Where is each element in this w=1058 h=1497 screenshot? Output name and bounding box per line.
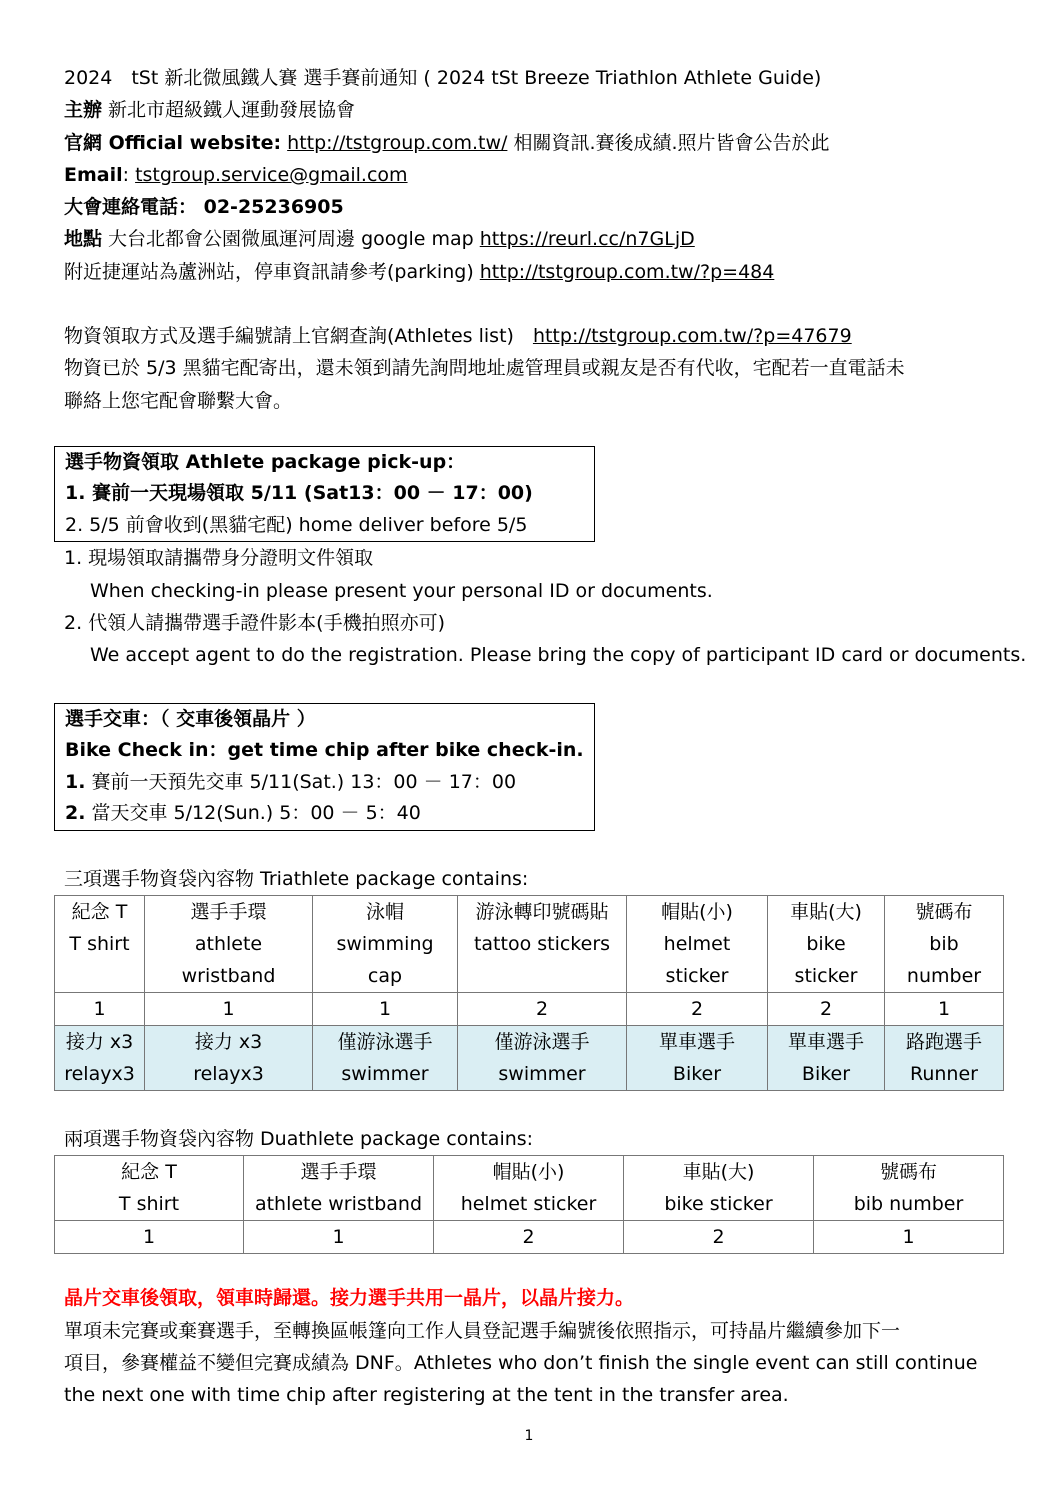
table-cell: 1	[814, 1221, 1004, 1254]
table-cell-line: T shirt	[118, 1193, 180, 1216]
table-cell-line: swimmer	[498, 1062, 586, 1085]
table-cell: 1	[244, 1221, 434, 1254]
organizer-line	[64, 94, 1009, 126]
table-cell	[244, 1156, 434, 1221]
website-label: 官網 Official website:	[64, 131, 282, 154]
table-cell-line: 單車選手	[787, 1030, 864, 1053]
table-cell-line: 帽貼(小)	[661, 900, 733, 923]
table-cell-line: T shirt	[69, 932, 130, 955]
organizer-value: 新北市超級鐵人運動發展協會	[102, 99, 356, 122]
table-cell: 1	[145, 992, 313, 1025]
table-cell-line: relayx3	[64, 1062, 135, 1085]
table-cell	[458, 1025, 627, 1090]
mrt-line	[64, 256, 1009, 288]
pickup-note-2-en: We accept agent to do the registration. Please bring the copy of participant ID card or documents.	[90, 644, 1027, 667]
table-cell-line: athlete wristband	[254, 1193, 423, 1216]
table-cell-line: bike sticker	[664, 1193, 773, 1216]
table-cell-line: helmet	[663, 932, 731, 955]
table-cell-line: relayx3	[193, 1062, 264, 1085]
table-cell	[55, 895, 145, 992]
table-cell-line: 號碼布	[915, 900, 973, 923]
chip-notice-line-3: the next one with time chip after registering at the tent in the transfer area.	[64, 1384, 789, 1407]
athletes-list-text: 物資領取方式及選手編號請上官網查詢(Athletes list)	[64, 325, 533, 348]
table-cell-line: 接力 x3	[65, 1030, 134, 1053]
athletes-list-link[interactable]: http://tstgroup.com.tw/?p=47679	[532, 325, 852, 348]
bike-item-2-num: 2.	[65, 802, 86, 825]
table-cell-line: wristband	[181, 964, 276, 987]
delivery-line-2: 聯絡上您宅配會聯繫大會。	[64, 389, 293, 412]
pickup-box	[54, 446, 595, 543]
table-cell-line: tattoo stickers	[473, 932, 611, 955]
organizer-label: 主辦	[64, 99, 103, 122]
table-cell-line: 選手手環	[190, 900, 267, 923]
table-cell-line: 僅游泳選手	[494, 1030, 590, 1053]
table-cell-line: 號碼布	[879, 1161, 937, 1184]
table-cell	[313, 1025, 458, 1090]
email-line	[64, 159, 1009, 191]
email-link[interactable]: tstgroup.service@gmail.com	[135, 163, 408, 186]
table-cell: 2	[458, 992, 627, 1025]
mrt-text: 附近捷運站為蘆洲站，停車資訊請參考(parking)	[64, 260, 480, 283]
table-cell-line: 接力 x3	[194, 1030, 263, 1053]
table-cell	[814, 1156, 1004, 1221]
pickup-note-2: 2. 代領人請攜帶選手證件影本(手機拍照亦可)	[64, 612, 445, 635]
table-cell: 2	[768, 992, 885, 1025]
parking-link[interactable]: http://tstgroup.com.tw/?p=484	[479, 260, 775, 283]
pickup-item-2: 2. 5/5 前會收到(黑貓宅配) home deliver before 5/5	[65, 513, 528, 536]
table-header-row	[55, 1156, 1004, 1221]
table-cell-line: 游泳轉印號碼貼	[475, 900, 609, 923]
bike-item-2	[65, 798, 594, 830]
website-line	[64, 127, 1009, 159]
triathlete-table	[54, 895, 1004, 1091]
table-cell-line: bike	[806, 932, 846, 955]
chip-notice-red: 晶片交車後領取，領車時歸還。接力選手共用一晶片，以晶片接力。	[64, 1287, 635, 1310]
table-cell-line: 僅游泳選手	[337, 1030, 433, 1053]
table-cell-line	[458, 960, 626, 992]
table-cell	[55, 1025, 145, 1090]
table-cell	[627, 1025, 768, 1090]
table-cell-line: 車貼(大)	[682, 1161, 755, 1184]
website-link[interactable]: http://tstgroup.com.tw/	[287, 131, 508, 154]
pickup-title: 選手物資領取 Athlete package pick-up：	[65, 450, 466, 473]
phone-line: 大會連絡電話： 02-25236905	[64, 196, 344, 219]
table-cell-line: bib number	[853, 1193, 964, 1216]
table-cell-line	[55, 960, 144, 992]
chip-notice-line-2: 項目，參賽權益不變但完賽成績為 DNF。Athletes who don’t finish the single event can still continue	[64, 1351, 978, 1374]
table-cell	[768, 1025, 885, 1090]
duathlete-caption: 兩項選手物資袋內容物 Duathlete package contains:	[64, 1127, 534, 1150]
page-number: 1	[524, 1428, 534, 1444]
table-cell-line: Biker	[801, 1062, 851, 1085]
table-cell	[145, 895, 313, 992]
email-label: Email	[64, 163, 123, 186]
website-note: 相關資訊.賽後成績.照片皆會公告於此	[507, 131, 830, 154]
table-cell-line: 紀念 T	[121, 1161, 177, 1184]
table-role-row	[55, 1025, 1004, 1090]
table-count-row	[55, 1221, 1004, 1254]
table-cell-line: sticker	[665, 964, 729, 987]
table-cell	[313, 895, 458, 992]
table-cell	[55, 1156, 244, 1221]
pickup-item-1: 1. 賽前一天現場領取 5/11 (Sat13：00 － 17：00)	[65, 482, 533, 505]
table-cell	[885, 1025, 1004, 1090]
location-line	[64, 223, 1009, 255]
table-cell	[627, 895, 768, 992]
duathlete-table	[54, 1155, 1004, 1254]
bike-item-1-text: 賽前一天預先交車 5/11(Sat.) 13：00 － 17：00	[85, 770, 517, 793]
table-cell: 2	[627, 992, 768, 1025]
table-header-row	[55, 895, 1004, 992]
document-title: 2024 tSt 新北微風鐵人賽 選手賽前通知 ( 2024 tSt Breeze Triathlon Athlete Guide)	[64, 67, 822, 89]
table-cell	[458, 895, 627, 992]
document-page	[64, 62, 1027, 1411]
table-cell	[434, 1156, 624, 1221]
delivery-line-1: 物資已於 5/3 黑貓宅配寄出，還未領到請先詢問地址處管理員或親友是否有代收，宅配若一直電話未	[64, 357, 905, 380]
table-cell-line: 紀念 T	[71, 900, 128, 923]
triathlete-caption: 三項選手物資袋內容物 Triathlete package contains:	[64, 867, 529, 890]
table-cell	[885, 895, 1004, 992]
table-cell-line: swimming	[336, 932, 434, 955]
table-cell	[624, 1156, 814, 1221]
table-cell-line: swimmer	[341, 1062, 429, 1085]
table-cell-line: 路跑選手	[905, 1030, 982, 1053]
table-cell-line: sticker	[794, 964, 858, 987]
google-map-link[interactable]: https://reurl.cc/n7GLjD	[479, 228, 695, 251]
location-label: 地點	[64, 228, 103, 251]
chip-notice-line-1: 單項未完賽或棄賽選手，至轉換區帳篷向工作人員登記選手編號後依照指示，可持晶片繼續參加下一	[64, 1319, 901, 1342]
table-cell: 2	[434, 1221, 624, 1254]
table-cell-line: helmet sticker	[460, 1193, 597, 1216]
table-cell-line: number	[906, 964, 982, 987]
table-cell	[145, 1025, 313, 1090]
bike-item-2-text: 當天交車 5/12(Sun.) 5：00 － 5：40	[85, 802, 421, 825]
table-cell-line: Runner	[910, 1062, 978, 1085]
table-cell-line: 單車選手	[658, 1030, 735, 1053]
table-cell: 1	[55, 992, 145, 1025]
bike-subtitle: Bike Check in：get time chip after bike check-in.	[65, 739, 584, 762]
email-sep: :	[122, 163, 136, 186]
table-cell-line: 車貼(大)	[790, 900, 862, 923]
table-cell: 1	[885, 992, 1004, 1025]
table-cell-line: 帽貼(小)	[492, 1161, 565, 1184]
pickup-note-1: 1. 現場領取請攜帶身分證明文件領取	[64, 547, 374, 570]
table-cell: 1	[313, 992, 458, 1025]
table-cell: 2	[624, 1221, 814, 1254]
table-cell-line: 泳帽	[365, 900, 404, 923]
bike-checkin-box	[54, 703, 595, 831]
table-cell	[768, 895, 885, 992]
table-count-row	[55, 992, 1004, 1025]
pickup-note-1-en: When checking-in please present your personal ID or documents.	[90, 579, 713, 602]
bike-item-1-num: 1.	[65, 770, 86, 793]
table-cell: 1	[55, 1221, 244, 1254]
athletes-list-line	[64, 320, 1009, 352]
table-cell-line: cap	[367, 964, 403, 987]
location-text: 大台北都會公園微風運河周邊 google map	[102, 228, 480, 251]
table-cell-line: athlete	[194, 932, 263, 955]
bike-title: 選手交車：（ 交車後領晶片 ）	[65, 707, 316, 730]
table-cell-line: 選手手環	[300, 1161, 377, 1184]
bike-item-1	[65, 767, 594, 799]
table-cell-line: bib	[929, 932, 959, 955]
table-cell-line: Biker	[672, 1062, 722, 1085]
